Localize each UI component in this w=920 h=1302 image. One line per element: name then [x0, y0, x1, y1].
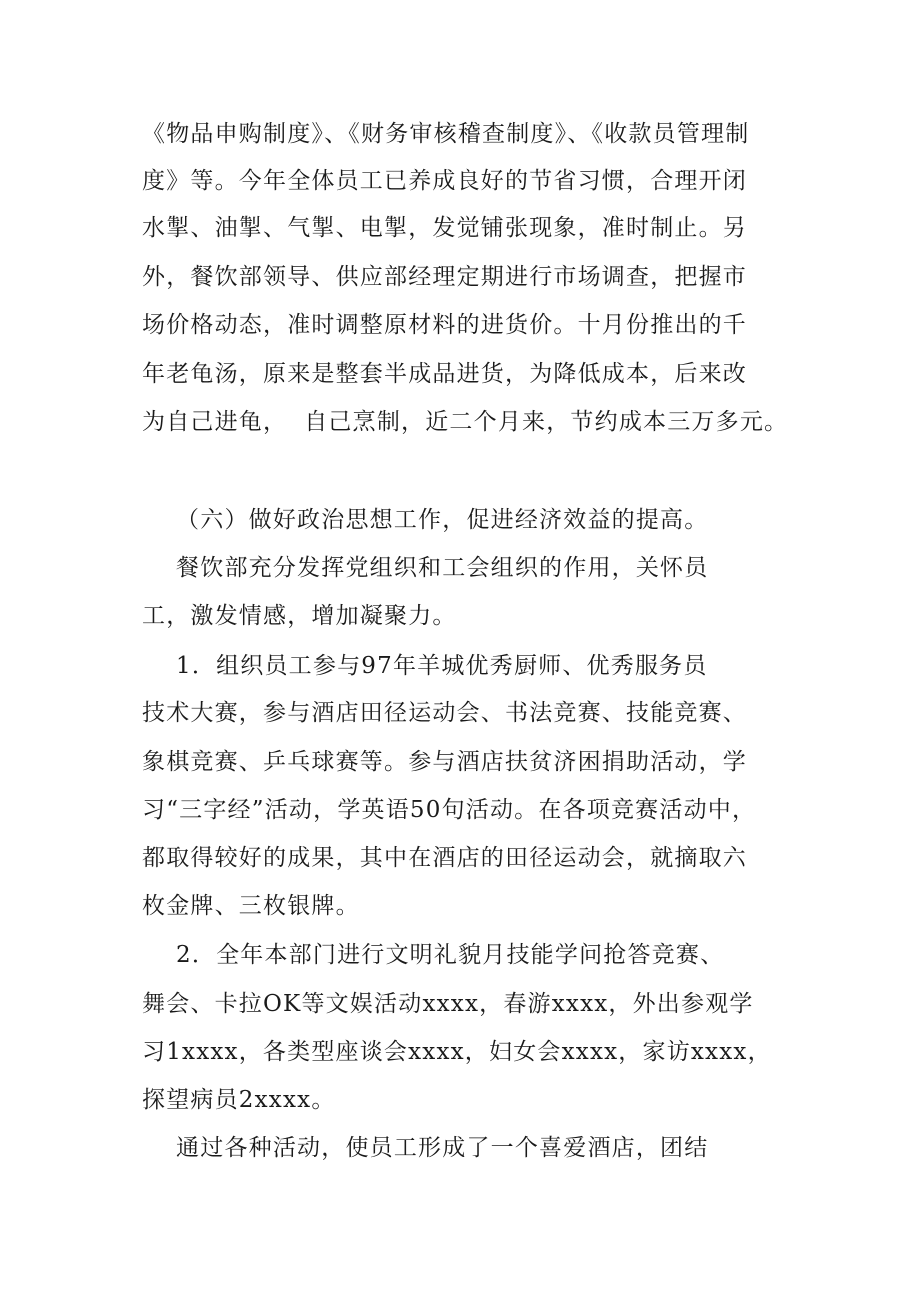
text-line: 1．组织员工参与97年羊城优秀厨师、优秀服务员 [142, 653, 708, 679]
text-line: 为自己进龟， 自己烹制，近二个月来，节约成本三万多元。 [142, 409, 789, 435]
text-line: 习“三字经”活动，学英语50句活动。在各项竞赛活动中， [142, 797, 757, 823]
text-line: 都取得较好的成果，其中在酒店的田径运动会，就摘取六 [142, 845, 747, 871]
text-line: 餐饮部充分发挥党组织和工会组织的作用，关怀员 [142, 555, 709, 581]
text-line: 场价格动态，准时调整原材料的进货价。十月份推出的千 [142, 312, 747, 338]
text-line: 工，激发情感，增加凝聚力。 [142, 603, 457, 629]
text-line: 舞会、卡拉OK等文娱活动xxxx，春游xxxx，外出参观学 [142, 991, 754, 1017]
text-line: 象棋竞赛、乒乓球赛等。参与酒店扶贫济困捐助活动，学 [142, 749, 747, 775]
text-line: 外，餐饮部领导、供应部经理定期进行市场调查，把握市 [142, 264, 747, 290]
text-line: 2．全年本部门进行文明礼貌月技能学问抢答竞赛、 [142, 942, 725, 968]
text-line: 探望病员2xxxx。 [142, 1087, 336, 1113]
text-line: 年老龟汤，原来是整套半成品进货，为降低成本，后来改 [142, 361, 747, 387]
text-line: 通过各种活动，使员工形成了一个喜爱酒店，团结 [142, 1135, 709, 1161]
text-line: 习1xxxx，各类型座谈会xxxx，妇女会xxxx，家访xxxx， [142, 1039, 772, 1065]
text-line: 《物品申购制度》、《财务审核稽查制度》、《收款员管理制 [142, 121, 750, 147]
text-line: 枚金牌、三枚银牌。 [142, 893, 360, 919]
text-line: 度》等。今年全体员工已养成良好的节省习惯，合理开闭 [142, 168, 747, 194]
text-line: 水掣、油掣、气掣、电掣，发觉铺张现象，准时制止。另 [142, 215, 747, 241]
section-heading: （六）做好政治思想工作，促进经济效益的提高。 [142, 507, 709, 533]
text-line: 技术大赛，参与酒店田径运动会、书法竞赛、技能竞赛、 [142, 700, 747, 726]
